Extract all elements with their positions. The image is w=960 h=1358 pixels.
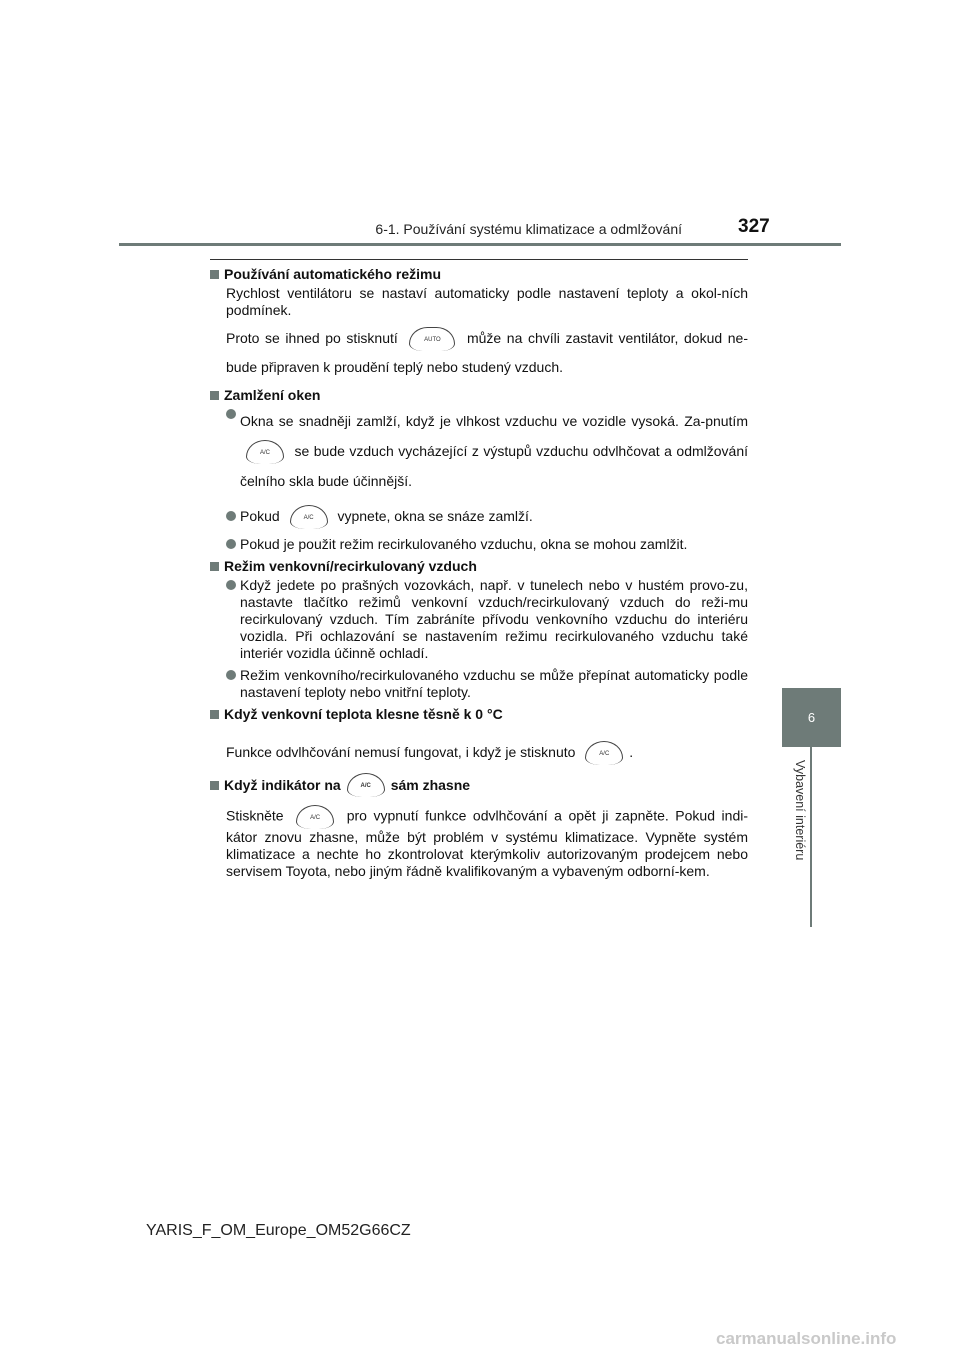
page-number: 327 xyxy=(738,216,770,237)
heading-low-temp: Když venkovní teplota klesne těsně k 0 °C xyxy=(210,706,748,723)
auto-button-icon: AUTO xyxy=(409,327,455,351)
heading-outside-recirc: Režim venkovní/recirkulovaný vzduch xyxy=(210,558,748,575)
list-item: Pokud A/C vypnete, okna se snáze zamlží. xyxy=(210,501,748,531)
round-bullet-icon xyxy=(226,511,236,521)
page-content xyxy=(210,266,748,885)
header-rule xyxy=(119,243,841,246)
paragraph: Funkce odvlhčování nemusí fungovat, i když je stisknuto A/C . xyxy=(210,737,748,767)
chapter-number: 6 xyxy=(807,710,816,725)
list-item: Okna se snadněji zamlží, když je vlhkost vzduchu ve vozidle vysoká. Za-pnutím A/C se bude vzduch vycházející z výstupů vzduchu odvlhčovat a odmlžování čelního skla bude účinnější. xyxy=(210,406,748,496)
ac-button-icon: A/C xyxy=(290,505,328,529)
list-item: Režim venkovního/recirkulovaného vzduchu se může přepínat automaticky podle nastavení teploty nebo vnitřní teploty. xyxy=(210,667,748,701)
round-bullet-icon xyxy=(226,539,236,549)
chapter-label: Vybavení interiéru xyxy=(793,760,807,861)
ac-button-icon: A/C xyxy=(585,741,623,765)
paragraph: Stiskněte A/C pro vypnutí funkce odvlhčování a opět ji zapněte. Pokud indi-kátor znovu zhasne, může být problém v systému klimatizace. Vypněte systém klimatizace a nechte ho zkontrolovat kterýmkoliv autorizovaným prodejcem nebo servisem Toyota, nebo jiným řádně kvalifikovaným a vybaveným odborní-kem. xyxy=(210,805,748,880)
square-bullet-icon xyxy=(210,270,219,279)
square-bullet-icon xyxy=(210,710,219,719)
content-rule xyxy=(210,259,748,260)
heading-fogging: Zamlžení oken xyxy=(210,387,748,404)
section-title: 6-1. Používání systému klimatizace a odmlžování xyxy=(375,221,682,237)
watermark: carmanualsonline.info xyxy=(716,1329,897,1348)
chapter-tab[interactable] xyxy=(782,688,841,747)
document-id: YARIS_F_OM_Europe_OM52G66CZ xyxy=(146,1222,411,1239)
round-bullet-icon xyxy=(226,580,236,590)
list-item: Pokud je použit režim recirkulovaného vzduchu, okna se mohou zamlžit. xyxy=(210,536,748,553)
list-item: Když jedete po prašných vozovkách, např. v tunelech nebo v hustém provo-zu, nastavte tlačítko režimů venkovní vzduch/recirkulovaný vzduch do reži-mu recirkulovaný vzduch. Tím zabráníte přívodu venkovního vzduchu do interiéru vozidla. Při ochlazování se nastavením režimu recirkulovaného vzduchu také interiér vozidla účinně ochladí. xyxy=(210,577,748,662)
heading-indicator-off: Když indikátor na A/C sám zhasne xyxy=(210,773,748,797)
round-bullet-icon xyxy=(226,409,236,419)
square-bullet-icon xyxy=(210,391,219,400)
square-bullet-icon xyxy=(210,781,219,790)
side-divider xyxy=(810,747,812,927)
paragraph: Rychlost ventilátoru se nastaví automaticky podle nastavení teploty a okol-ních podmínek. xyxy=(226,285,748,318)
ac-button-icon: A/C xyxy=(296,805,334,829)
round-bullet-icon xyxy=(226,670,236,680)
square-bullet-icon xyxy=(210,562,219,571)
ac-button-icon: A/C xyxy=(246,440,284,464)
paragraph: Proto se ihned po stisknutí AUTO může na chvíli zastavit ventilátor, dokud ne-bude připraven k proudění teplý nebo studený vzduch. xyxy=(210,324,748,382)
heading-auto-mode: Používání automatického režimu xyxy=(210,266,748,283)
ac-button-icon: A/C xyxy=(347,773,385,797)
